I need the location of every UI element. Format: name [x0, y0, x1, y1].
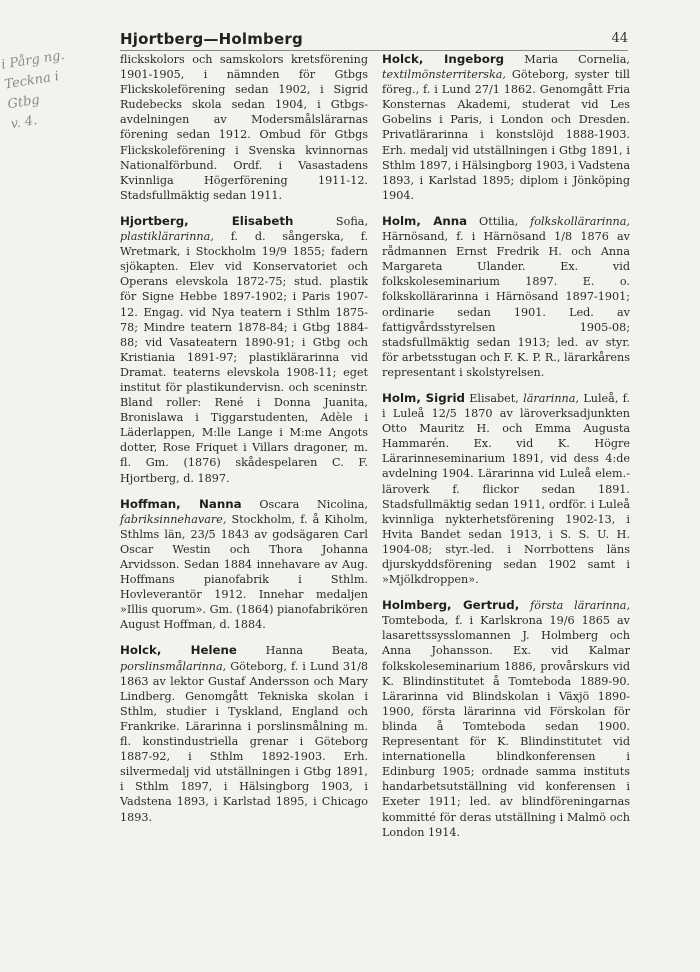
entry-holck-ingeborg — [382, 52, 630, 203]
entry-text: Göteborg, f. i Lund 31/8 1863 av lektor Gustaf Andersson och Mary Lindberg. Genomgått Tekniska skolan i Sthlm, studier i Tyskland, England och Frankrike. Lärarinna i porslinsmålning m. fl. konstindustriella grenar i Göteborg 1887-92, i Sthlm 1892-1903. Erh. silvermedalj vid utställningen i Gtbg 1891, i Sthlm 1897, i Hälsingborg 1903, i Vadstena 1893, i Karlstad 1895, i Chicago 1893. — [120, 659, 368, 824]
entry-holmberg-gertrud — [382, 598, 630, 840]
entry-name: Hoffman, Nanna — [120, 496, 242, 511]
entry-occupation: porslinsmålarinna, — [120, 659, 227, 673]
entry-given-names: Hanna Beata, — [265, 644, 368, 658]
entry-given-names: Oscara Nicolina, — [259, 497, 368, 511]
entry-holck-helene — [120, 643, 368, 824]
entry-hoffman — [120, 497, 368, 633]
entry-name: Holck, Helene — [120, 643, 237, 658]
entry-text: Luleå, f. i Luleå 12/5 1870 av läroverksadjunkten Otto Mauritz H. och Emma Augusta Hammarén. Ex. vid K. Högre Lärarinneseminarium 1891, vid dess 4:de avdelning 1904. Lärarinna vid Luleå elem.-läroverk f. flickor sedan 1891. Stadsfullmäktig sedan 1911, ordför. i Luleå kvinnliga nykterhetsförening 1902-13, i Hvita Bandet sedan 1913, i S. S. U. H. 1904-08; styr.-led. i Norrbottens läns djurskyddsförening sedan 1902 samt i »Mjölkdroppen». — [382, 391, 630, 587]
entry-given-names: Elisabet, — [469, 391, 519, 405]
entry-given-names: Sofia, — [335, 214, 369, 228]
margin-note-line: Teckna i — [3, 69, 61, 93]
entry-name: Holck, Ingeborg — [382, 52, 505, 66]
left-column — [120, 52, 368, 836]
right-column — [382, 52, 630, 851]
handwritten-margin-note — [0, 38, 128, 164]
page-number: 44 — [611, 31, 628, 46]
margin-note-line: i Pårg ng. — [0, 48, 66, 73]
entry-occupation: fabriksinnehavare, — [120, 512, 227, 526]
entry-name: Holm, Anna — [382, 213, 468, 228]
entry-hjortberg — [120, 214, 368, 486]
entry-occupation: plastiklärarinna, — [120, 230, 214, 244]
entry-text: flickskolors och samskolors kretsförening 1901-1905, i nämnden för Gtbgs Flickskoleförening sedan 1902, i Sigrid Rudebecks skola sedan 1904, i Gtbgs-avdelningen av Modersmålslärarnas förening sedan 1912. Ombud för Gtbgs Flickskoleförening i Svenska kvinnornas Nationalförbund. Ordf. i Vasastadens Kvinnliga Högerförening 1911-12. Stadsfullmäktig sedan 1911. — [120, 53, 368, 202]
entry-holm-anna — [382, 214, 630, 380]
header-title: Hjortberg—Holmberg — [120, 30, 303, 48]
entry-continuation — [120, 52, 368, 203]
entry-name: Holm, Sigrid — [382, 390, 465, 405]
entry-text: Stockholm, f. å Kiholm, Sthlms län, 23/5 1843 av godsägaren Carl Oscar Westin och Thora Johanna Arvidsson. Sedan 1884 innehavare av Aug. Hoffmans pianofabrik i Sthlm. Hovleverantör 1912. Innehar medaljen »Illis quorum». Gm. (1864) pianofabrikören August Hoffman, d. 1884. — [120, 512, 368, 632]
margin-note-line: v. 4. — [9, 113, 39, 133]
entry-holm-sigrid — [382, 391, 630, 587]
entry-text: Göteborg, syster till föreg., f. i Lund 27/1 1862. Genomgått Fria Konsternas Akademi, studerat vid Les Gobelins i Paris, i London och Dresden. Privatlärarinna i konstslöjd 1888-1903. Erh. medalj vid utställningen i Gtbg 1891, i Sthlm 1897, i Hälsingborg 1903, i Vadstena 1893, i Karlstad 1895; diplom i Jönköping 1904. — [382, 68, 630, 202]
entry-name: Holmberg, Gertrud, — [382, 598, 520, 613]
entry-occupation: folkskollärarinna, — [530, 214, 630, 228]
running-header — [120, 28, 628, 51]
entry-occupation: textilmönsterriterska, — [382, 68, 506, 82]
entry-text: Tomteboda, f. i Karlskrona 19/6 1865 av lasarettssysslomannen J. Holmberg och Anna Johansson. Ex. vid Kalmar folkskoleseminarium 1886, provårskurs vid K. Blindinstitutet å Tomteboda 1889-90. Lärarinna vid Blindskolan i Växjö 1890-1900, första lärarinna vid Förskolan för blinda å Tomteboda sedan 1900. Representant för K. Blindinstitutet vid internationella blindkonferensen i Edinburg 1905; ordnade samma instituts handarbetsutställning vid konferensen i Exeter 1911; led. av blindföreningarnas kommitté för deras utställning i Malmö och London 1914. — [382, 614, 630, 839]
entry-given-names: Maria Cornelia, — [524, 53, 630, 66]
entry-given-names: Ottilia, — [479, 214, 519, 228]
entry-text: f. d. sångerska, f. Wretmark, i Stockholm 19/9 1855; fadern sjökapten. Elev vid Konservatoriet och Operans elevskola 1872-75; stud. plastik för Signe Hebbe 1897-1902; i Paris 1907-12. Engag. vid Nya teatern i Sthlm 1875-78; Mindre teatern 1878-84; i Gtbg 1884-88; vid Vasateatern 1890-91; i Gtbg och Kristiania 1891-97; plastiklärarinna vid Dramat. teaterns elevskola 1908-11; eget institut för plastikundervisn. och sceninstr. Bland roller: René i Donna Juanita, Bronislawa i Tiggarstudenten, Adèle i Läderlappen, M:lle Lange i M:me Angots dotter, Rose Friquet i Villars dragoner, m. fl. Gm. (1876) skådespelaren C. F. Hjortberg, d. 1897. — [120, 230, 368, 485]
entry-occupation: första lärarinna, — [530, 599, 630, 613]
entry-occupation: lärarinna, — [523, 391, 579, 405]
entry-text: Härnösand, f. i Härnösand 1/8 1876 av rådmannen Ernst Fredrik H. och Anna Margareta Ulander. Ex. vid folkskoleseminarium 1897. E. o. folkskollärarinna i Härnösand 1897-1901; ordinarie sedan 1901. Led. av fattigvårdsstyrelsen 1905-08; stadsfullmäktig sedan 1913; led. av styr. för arbetsstugan och F. K. P. R., lärarkårens representant i skolstyrelsen. — [382, 230, 630, 379]
entry-name: Hjortberg, Elisabeth — [120, 213, 294, 228]
margin-note-line: Gtbg — [6, 92, 41, 113]
